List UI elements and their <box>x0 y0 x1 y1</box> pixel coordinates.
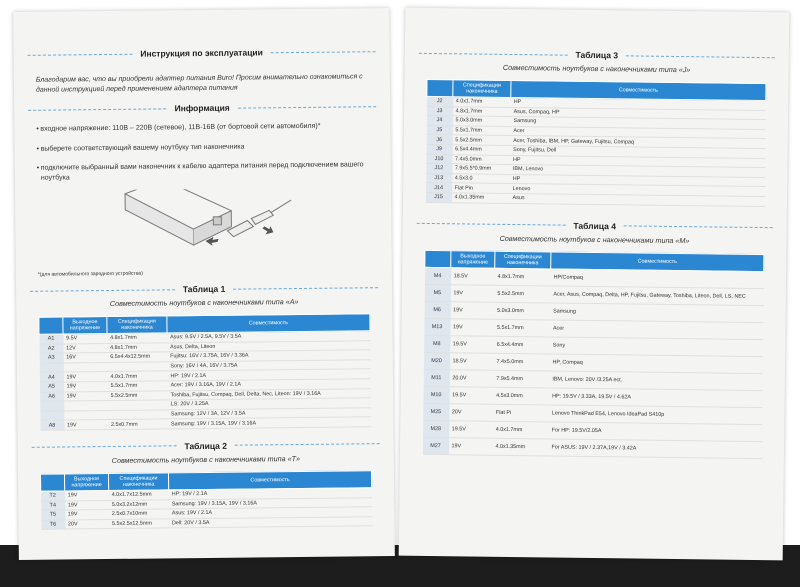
tip-code-cell: A6 <box>40 392 64 402</box>
table-cell: Flat Pin <box>452 183 510 193</box>
table-cell: 5.0x3.2x12mm <box>109 499 169 509</box>
table-cell <box>64 401 108 411</box>
table-header <box>39 317 63 334</box>
tip-code-cell: A2 <box>39 344 63 354</box>
table-row <box>422 437 761 458</box>
table-cell: 19.5V <box>450 335 494 353</box>
table-header: Спецификации наконечника <box>453 80 511 98</box>
table-cell: 2.5x0.7mm <box>108 419 168 429</box>
tip-code-cell: M28 <box>423 420 449 437</box>
table-cell: HP, Compaq <box>549 353 762 373</box>
tip-code-cell <box>39 363 63 373</box>
table-row <box>40 417 371 430</box>
tip-code-cell: J13 <box>426 173 452 183</box>
info-title-row <box>28 101 376 115</box>
bullet-item: • выберете соответствующий вашему ноутбуку тип наконечника <box>15 141 391 154</box>
table-cell: 4.8x1.7mm <box>107 342 167 352</box>
tip-code-cell: M6 <box>424 301 450 318</box>
table-cell: 4.0x1.7mm <box>107 371 167 381</box>
tip-code-cell: J4 <box>426 116 452 126</box>
table-header: Спецификации наконечника <box>107 316 167 334</box>
table2-subtitle: Совместимость ноутбуков с наконечниками типа «Т» <box>111 453 300 465</box>
tip-code-cell: J10 <box>426 154 452 164</box>
table-cell: 9.5V <box>63 334 107 344</box>
table1-subtitle: Совместимость ноутбуков с наконечниками типа «А» <box>109 297 299 308</box>
table-cell: 5.5x2.5mm <box>494 285 550 303</box>
tip-code-cell: T4 <box>41 501 65 511</box>
table-cell: 7.4x5.0mm <box>493 353 549 371</box>
table-cell: 18.5V <box>449 352 493 370</box>
table-header: Совместимость <box>551 252 764 272</box>
tip-code-cell: A8 <box>40 420 64 430</box>
table-cell: Asus, Delta, Liteon <box>167 340 370 352</box>
table2-tips-t <box>40 470 373 530</box>
tip-code-cell: J14 <box>426 183 452 193</box>
table-cell: 4.8x1.7mm <box>453 106 511 116</box>
tip-code-cell: J9 <box>426 144 452 154</box>
table-cell: 7.9x5.5*0.9mm <box>452 164 510 174</box>
table-cell: IBM, Lenovo <box>510 165 765 178</box>
table-cell: Samsung <box>510 117 765 130</box>
table-header: Совместимость <box>168 471 371 490</box>
table3-title-row <box>419 48 775 62</box>
table-cell: HP/Compaq <box>550 269 763 289</box>
table-cell <box>63 362 107 372</box>
table-cell: 6.5x4.4mm <box>494 336 550 354</box>
table-cell <box>64 410 108 420</box>
table-cell: 18.5V <box>450 267 494 285</box>
table4-tips-m <box>422 249 764 458</box>
table-header <box>40 474 64 491</box>
tip-code-cell: J3 <box>427 106 453 116</box>
tip-code-cell: M11 <box>423 369 449 386</box>
table-cell: 19V <box>450 284 494 302</box>
table-cell: For HP: 19.5V/2.05A <box>549 421 762 441</box>
table-header: Выходное напряжение <box>63 317 107 334</box>
table-header <box>425 250 451 267</box>
table-cell: 4.0x1.35mm <box>451 193 509 203</box>
table-cell: Acer <box>550 319 763 339</box>
tip-code-cell: J5 <box>426 125 452 135</box>
table1-title: Таблица 1 <box>182 283 226 295</box>
table-cell: Acer: 19V / 3.16A, 19V / 2.1A <box>168 379 371 391</box>
table-cell: 5.0x3.0mm <box>494 302 550 320</box>
table-cell: 4.8x1.7mm <box>494 268 550 286</box>
table-cell: 4.8x1.7mm <box>107 333 167 343</box>
table-cell: Acer, Asus, Compaq, Delta, HP, Fujitsu, Gateway, Toshiba, Liteon, Dell, LS, NEC <box>550 285 763 305</box>
table-cell: 5.5x2.5x12.5mm <box>109 519 169 529</box>
tip-code-cell: J2 <box>427 96 453 106</box>
table-cell: Flat Pi <box>493 404 549 422</box>
table-header: Совместимость <box>167 314 370 333</box>
table-cell: LS: 20V / 3.25A <box>168 398 371 410</box>
table-cell: 4.5x3.0mm <box>493 387 549 405</box>
table-cell: 16V <box>63 353 107 363</box>
table-cell: 19V <box>64 420 108 430</box>
table-cell: Sony: 16V / 4A, 16V / 3.75A <box>167 360 370 372</box>
table4-title: Таблица 4 <box>573 220 617 231</box>
table-cell: 2.5x0.7x10mm <box>109 509 169 519</box>
table-cell: 19V <box>448 437 492 455</box>
table-cell: Asus, Compaq, HP <box>511 107 766 120</box>
table-cell: 7.9x5.4mm <box>493 370 549 388</box>
manual-title-row <box>28 46 376 60</box>
table-cell: 19.5V <box>449 386 493 404</box>
tip-code-cell <box>40 401 64 411</box>
tip-code-cell: J15 <box>425 192 451 202</box>
table-header: Спецификации наконечника <box>495 251 551 269</box>
tip-code-cell <box>40 411 64 421</box>
bullet-item: • подключите выбранный вами наконечник к кабелю адаптера питания перед подключением вашего ноутбука <box>15 160 391 183</box>
adapter-plug-illustration <box>123 188 294 260</box>
table-header: Выходное напряжение <box>451 250 495 268</box>
tip-code-cell: M4 <box>424 267 450 284</box>
table-cell: Toshiba, Fujitsu, Compaq, Dell, Delta, Nec, Liteon: 19V / 3.16A <box>168 388 371 400</box>
right-page <box>399 8 790 561</box>
table-cell: 6.5x4.4mm <box>452 145 510 155</box>
manual-title: Инструкция по эксплуатации <box>140 47 263 59</box>
table4-title-row <box>417 218 773 232</box>
info-title: Информация <box>174 102 230 114</box>
table-cell: Samsung <box>550 302 763 322</box>
table3-subtitle: Совместимость ноутбуков с наконечниками типа «J» <box>502 62 691 75</box>
tip-code-cell: T6 <box>41 520 65 530</box>
table-cell: HP: 19V / 2.1A <box>169 488 372 500</box>
tip-code-cell: T5 <box>41 510 65 520</box>
table-cell: 19V <box>65 500 109 510</box>
table-cell: Asus: 19V / 2.1A <box>169 507 372 519</box>
table-cell: 4.5x3.0 <box>452 174 510 184</box>
tip-code-cell: A3 <box>39 353 63 363</box>
table-cell: Sony, Fujitsu, Dell <box>510 145 765 158</box>
table-cell: Samsung: 19V / 3.15A, 19V / 3.16A <box>169 497 372 509</box>
table-header: Совместимость <box>511 80 766 100</box>
table-cell: Lenovo ThinkPad E54, Lenovo IdeaPad S410p <box>549 404 762 424</box>
table1-tips-a <box>38 313 371 430</box>
table-cell: 19V <box>64 381 108 391</box>
table-cell: 19V <box>65 490 109 500</box>
table-cell: 19V <box>63 372 107 382</box>
table-cell: Sony <box>550 336 763 356</box>
table-cell: Asus <box>509 193 764 206</box>
table-cell: Samsung: 12V / 3A, 12V / 3.5A <box>168 408 371 420</box>
tip-code-cell: M10 <box>423 386 449 403</box>
table-cell: 20.0V <box>449 369 493 387</box>
table-cell: HP: 19.5V / 3.33A, 19.5V / 4.62A <box>549 387 762 407</box>
intro-text: Благодарим вас, что вы приобрели адаптер питания Buro! Просим внимательно ознакомиться с данной инструкцией перед применением адаптера питания <box>35 73 363 94</box>
table-cell: HP <box>510 155 765 168</box>
table-cell: 7.4x5.0mm <box>452 154 510 164</box>
bullet-item: • входное напряжение: 110В – 220В (сетевое), 11В-16В (от бортовой сети автомобиля)* <box>14 121 390 134</box>
table1-title-row <box>30 282 378 296</box>
tip-code-cell: M20 <box>423 352 449 369</box>
table-cell: 5.5x1.7mm <box>494 319 550 337</box>
table-cell: 5.5x2.5mm <box>452 135 510 145</box>
tip-code-cell: M13 <box>424 318 450 335</box>
table3-tips-j <box>425 79 766 207</box>
table-cell: Samsung: 19V / 3.15A, 19V / 3.16A <box>168 417 371 429</box>
table-cell: HP <box>511 97 766 110</box>
table2-title-row <box>32 439 380 453</box>
footnote: *(для автомобильного зарядного устройства) <box>37 270 143 278</box>
table-cell: HP: 19V / 2.1A <box>167 369 370 381</box>
table-cell: 19.5V <box>449 420 493 438</box>
table2-title: Таблица 2 <box>184 440 228 452</box>
table-cell: 5.5x2.5mm <box>108 390 168 400</box>
table-cell: 4.0x1.7mm <box>453 97 511 107</box>
tip-code-cell: M25 <box>423 403 449 420</box>
table-cell: 4.0x1.7mm <box>493 421 549 439</box>
tip-code-cell: J6 <box>426 135 452 145</box>
tip-code-cell: M27 <box>422 437 448 454</box>
table-header <box>427 79 453 96</box>
table-cell: For ASUS: 19V / 2.37A,19V / 3.42A <box>548 438 761 458</box>
table-cell <box>108 400 168 410</box>
table-cell: Acer, Toshiba, IBM, HP, Gateway, Fujitsu, Compaq <box>510 136 765 149</box>
table-cell: 12V <box>63 343 107 353</box>
table-header: Спецификации наконечника <box>108 473 168 491</box>
tip-code-cell: J12 <box>426 164 452 174</box>
table-cell: 19V <box>65 510 109 520</box>
table-cell: 19V <box>64 391 108 401</box>
table-header: Выходное напряжение <box>64 473 108 490</box>
table-cell <box>107 362 167 372</box>
table-cell: Asus: 9.5V / 2.5A, 9.5V / 3.5A <box>167 331 370 343</box>
tip-code-cell: A1 <box>39 334 63 344</box>
table-cell: Lenovo <box>510 184 765 197</box>
table-cell: 20V <box>65 519 109 529</box>
table-cell: 5.5x1.7mm <box>452 126 510 136</box>
table3-title: Таблица 3 <box>575 49 619 61</box>
tip-code-cell: M5 <box>424 284 450 301</box>
table4-subtitle: Совместимость ноутбуков с наконечниками типа «М» <box>499 233 690 245</box>
left-page <box>13 8 395 560</box>
table-row <box>41 516 372 529</box>
table-cell: 6.5x4.4x12.5mm <box>107 352 167 362</box>
table-cell: 5.0x3.0mm <box>452 116 510 126</box>
table-cell: 20V <box>449 403 493 421</box>
table-cell: Acer <box>510 126 765 139</box>
table-cell: 19V <box>450 301 494 319</box>
table-cell: 5.5x1.7mm <box>108 381 168 391</box>
table-cell <box>108 410 168 420</box>
table-cell: IBM, Lenovo: 20V /3.25A ect. <box>549 370 762 390</box>
tip-code-cell: M8 <box>424 335 450 352</box>
table-cell: HP <box>510 174 765 187</box>
table-cell: 4.0x1.35mm <box>492 438 548 456</box>
table-cell: Dell: 20V / 3.5A <box>169 516 372 528</box>
table-cell: 19V <box>450 318 494 336</box>
tip-code-cell: A4 <box>39 372 63 382</box>
table-cell: Fujitsu: 16V / 3.75A, 16V / 3.36A <box>167 350 370 362</box>
tip-code-cell: A5 <box>40 382 64 392</box>
tip-code-cell: T2 <box>41 491 65 501</box>
table-cell: 4.0x1.7x12.5mm <box>109 490 169 500</box>
